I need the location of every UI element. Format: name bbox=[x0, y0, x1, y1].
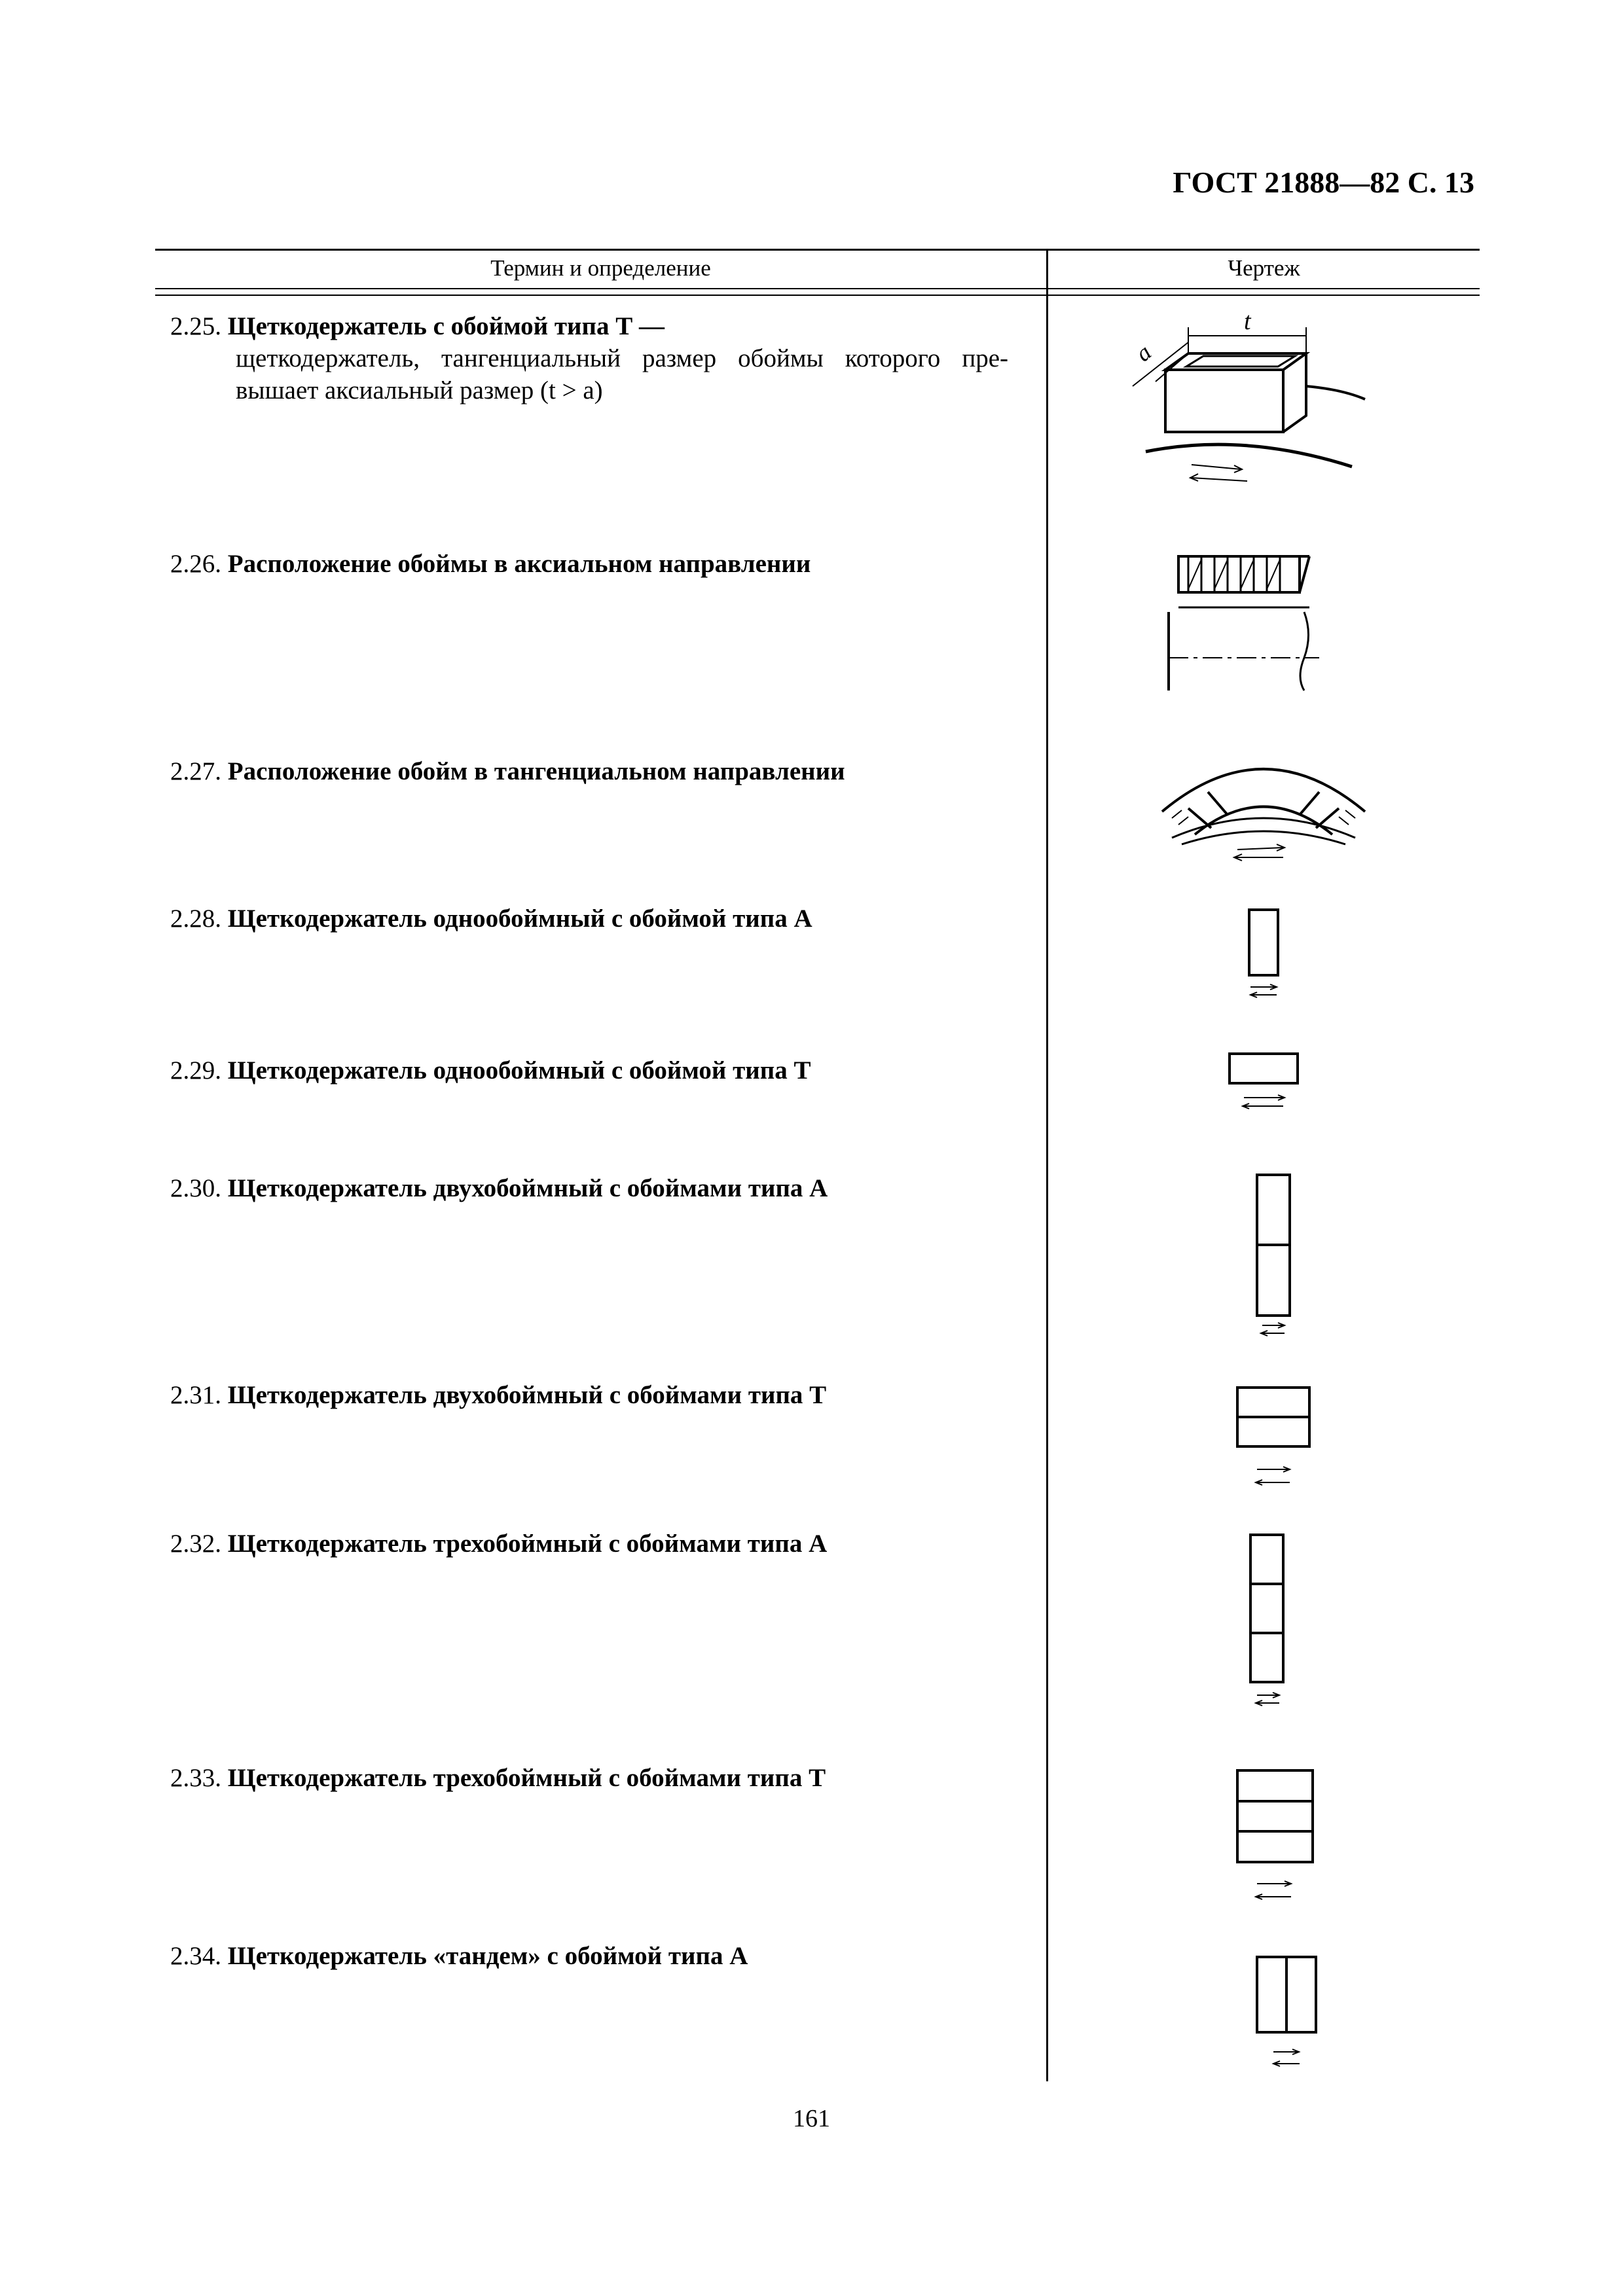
term-number: 2.25. bbox=[170, 312, 221, 340]
page-header-title: ГОСТ 21888—82 С. 13 bbox=[1173, 166, 1474, 199]
figure-single-holder-type-a bbox=[1231, 903, 1296, 1008]
term-entry-2-28 bbox=[170, 903, 1021, 935]
table-header-rule-1 bbox=[155, 288, 1480, 289]
term-number: 2.30. bbox=[170, 1174, 221, 1202]
figure-tangential-arrangement bbox=[1146, 753, 1381, 884]
figure-brush-holder-type-t bbox=[1126, 304, 1375, 501]
term-title: Щеткодержатель двухобоймный с обоймами типа Т bbox=[227, 1381, 827, 1409]
term-entry-2-26 bbox=[170, 548, 1021, 581]
term-number: 2.32. bbox=[170, 1530, 221, 1558]
term-number: 2.33. bbox=[170, 1764, 221, 1792]
term-number: 2.29. bbox=[170, 1056, 221, 1085]
figure-label-t: t bbox=[1244, 308, 1251, 335]
figure-label-a: a bbox=[1130, 338, 1157, 367]
term-entry-2-33 bbox=[170, 1763, 1021, 1795]
term-title: Расположение обоймы в аксиальном направлении bbox=[227, 550, 811, 578]
term-title: Щеткодержатель трехобоймный с обоймами типа Т bbox=[227, 1764, 826, 1792]
column-header-term: Термин и определение bbox=[490, 255, 711, 281]
term-entry-2-25 bbox=[170, 311, 1021, 406]
term-entry-2-32 bbox=[170, 1528, 1021, 1560]
term-title: Щеткодержатель однообоймный с обоймой типа А bbox=[227, 905, 812, 933]
term-title: Щеткодержатель «тандем» с обоймой типа А bbox=[227, 1942, 748, 1970]
term-number: 2.34. bbox=[170, 1942, 221, 1970]
column-header-drawing: Чертеж bbox=[1228, 255, 1300, 281]
term-number: 2.28. bbox=[170, 905, 221, 933]
term-entry-2-29 bbox=[170, 1055, 1021, 1087]
page-number: 161 bbox=[793, 2105, 830, 2132]
term-title: Щеткодержатель однообоймный с обоймой типа Т bbox=[227, 1056, 811, 1085]
column-divider bbox=[1046, 249, 1048, 2081]
term-number: 2.27. bbox=[170, 757, 221, 785]
term-number: 2.31. bbox=[170, 1381, 221, 1409]
term-entry-2-27 bbox=[170, 756, 1021, 788]
figure-single-holder-type-t bbox=[1218, 1047, 1309, 1126]
table-header-rule-2 bbox=[155, 295, 1480, 296]
term-entry-2-34 bbox=[170, 1941, 1021, 1973]
figure-axial-arrangement bbox=[1133, 550, 1329, 707]
figure-triple-holder-type-a bbox=[1231, 1525, 1303, 1721]
term-title: Щеткодержатель двухобоймный с обоймами типа А bbox=[227, 1174, 828, 1202]
term-number: 2.26. bbox=[170, 550, 221, 578]
table-top-rule bbox=[155, 249, 1480, 251]
figure-triple-holder-type-t bbox=[1224, 1761, 1322, 1918]
figure-double-holder-type-a bbox=[1237, 1168, 1303, 1352]
term-title: Щеткодержатель трехобоймный с обоймами типа А bbox=[227, 1530, 828, 1558]
term-definition: щеткодержатель, тангенциальный размер обоймы которого пре-вышает аксиальный размер (t > a) bbox=[236, 344, 1008, 404]
term-entry-2-31 bbox=[170, 1380, 1021, 1412]
term-entry-2-30 bbox=[170, 1173, 1021, 1205]
figure-double-holder-type-t bbox=[1224, 1381, 1316, 1505]
figure-tandem-holder-type-a bbox=[1237, 1947, 1329, 2091]
term-title: Щеткодержатель с обоймой типа Т — bbox=[227, 312, 665, 340]
term-title: Расположение обойм в тангенциальном направлении bbox=[227, 757, 845, 785]
